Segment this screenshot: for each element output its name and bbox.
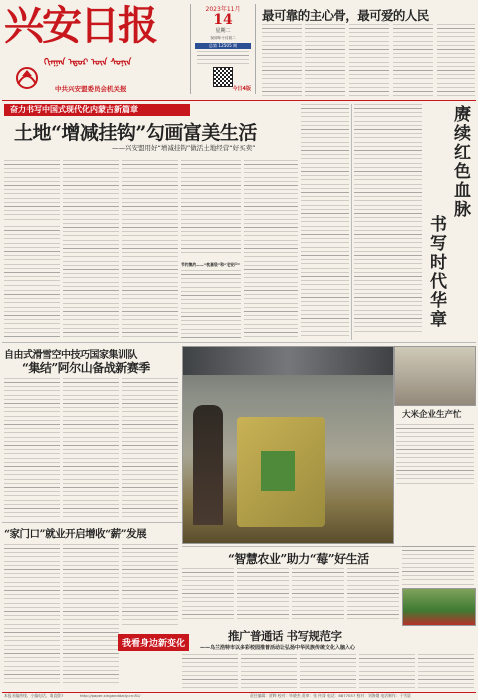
worker-figure	[193, 405, 223, 525]
today-pages: 今日4版	[232, 86, 251, 92]
red-heritage-col-1	[354, 104, 422, 332]
employment-col-1	[4, 544, 60, 684]
lead-col-4a	[181, 160, 241, 255]
footer-url[interactable]: http://paper.xinganddaily.cn:81/	[80, 693, 141, 698]
smart-ag-title[interactable]: “智慧农业”助力“莓”好生活	[228, 552, 369, 566]
employment-title[interactable]: “家门口”就业开启增收“薪”发展	[4, 528, 147, 540]
mongolian-logo: ᠬᠢᠨᠭᠠᠨ ᠡᠳᠦᠷ ᠦᠨ ᠰᠣᠨᠢᠨ	[44, 58, 132, 68]
smart-ag-col-2	[237, 568, 289, 622]
rice-factory-photo[interactable]	[182, 346, 394, 544]
right-vertical-title-2[interactable]: 书写时代华章	[430, 215, 447, 330]
skiing-col-3	[122, 378, 178, 518]
newspaper-logo: 兴安日报	[4, 2, 156, 49]
lead-col-2	[63, 160, 119, 338]
smart-ag-col-4	[347, 568, 399, 622]
putonghua-col-4	[359, 654, 415, 688]
party-emblem-icon	[12, 64, 42, 90]
smart-ag-col-5	[402, 546, 474, 586]
putonghua-col-2	[241, 654, 297, 688]
issue-number: 总第 12505 期	[195, 43, 251, 49]
banner-text: 奋力书写中国式现代化内蒙古新篇章	[10, 105, 138, 114]
lead-col-5	[244, 160, 298, 338]
section-banner	[4, 104, 190, 116]
publisher-line: 中共兴安盟委员会机关报	[55, 85, 127, 93]
employment-col-3	[122, 544, 178, 626]
putonghua-col-3	[300, 654, 356, 688]
employment-col-2	[63, 544, 119, 684]
qr-code[interactable]	[213, 67, 233, 87]
lead-subtitle: ——兴安盟用好“增减挂钩”做活土地经营“好买卖”	[112, 144, 256, 152]
change-stamp: 我看身边新变化	[118, 634, 189, 651]
skiing-col-1	[4, 378, 60, 518]
top-article-col-5	[437, 24, 475, 98]
rice-inset-photo[interactable]	[394, 346, 476, 406]
lead-col-1c	[4, 290, 60, 338]
weekday: 星期二	[215, 28, 231, 34]
top-article-col-4	[393, 24, 433, 98]
lead-col-1	[4, 160, 60, 220]
putonghua-col-5	[418, 654, 474, 688]
putonghua-title[interactable]: 推广普通话 书写规范字	[228, 629, 342, 643]
smart-ag-col-1	[182, 568, 234, 622]
top-article-col-1	[262, 24, 302, 98]
lead-col-1b	[4, 226, 60, 286]
conveyor-belt	[183, 347, 393, 375]
footer-left: 本报采编热线、小编电话，请直拨7	[4, 693, 64, 698]
footer-right: 责任编辑：贾晔 校对：毕晓杰 责审：张 传哥 电话：8877057 校对：刘海娥 电话制作：于雪晨	[250, 693, 411, 698]
strawberry-photo[interactable]	[402, 588, 476, 626]
publication-info	[197, 51, 249, 65]
rice-caption-text	[396, 424, 474, 486]
smart-ag-col-3	[292, 568, 344, 622]
lead-col-3	[122, 160, 178, 338]
right-vertical-title-1[interactable]: 赓续红色血脉	[454, 105, 471, 220]
top-article-col-3	[349, 24, 389, 98]
lead-subhead: 节约集约——“枕套袋”和“宅安户”	[181, 262, 241, 267]
green-label	[261, 451, 295, 491]
putonghua-subtitle: ——乌兰浩特市以多彩校园推普活动让弘扬中华民族传统文化入脑入心	[200, 645, 356, 651]
lead-col-4b	[181, 270, 241, 338]
top-article-col-2	[305, 24, 345, 98]
date-year: 2023年11月	[205, 6, 241, 13]
lunar-date: 癸卯年十月初二	[210, 36, 236, 40]
lead-col-6	[301, 104, 349, 338]
date-day: 14	[213, 12, 233, 28]
lead-headline[interactable]: 土地“增减挂钩”勾画富美生活	[14, 122, 257, 144]
skiing-col-2	[63, 378, 119, 518]
skiing-title-1[interactable]: 自由式滑雪空中技巧国家集训队	[4, 350, 137, 361]
rice-caption: 大米企业生产忙	[402, 410, 462, 420]
skiing-title-2[interactable]: “集结”阿尔山备战新赛季	[22, 361, 150, 375]
top-headline[interactable]: 最可靠的主心骨，最可爱的人民	[262, 8, 429, 23]
date-box	[190, 4, 256, 94]
putonghua-col-1	[182, 654, 238, 688]
